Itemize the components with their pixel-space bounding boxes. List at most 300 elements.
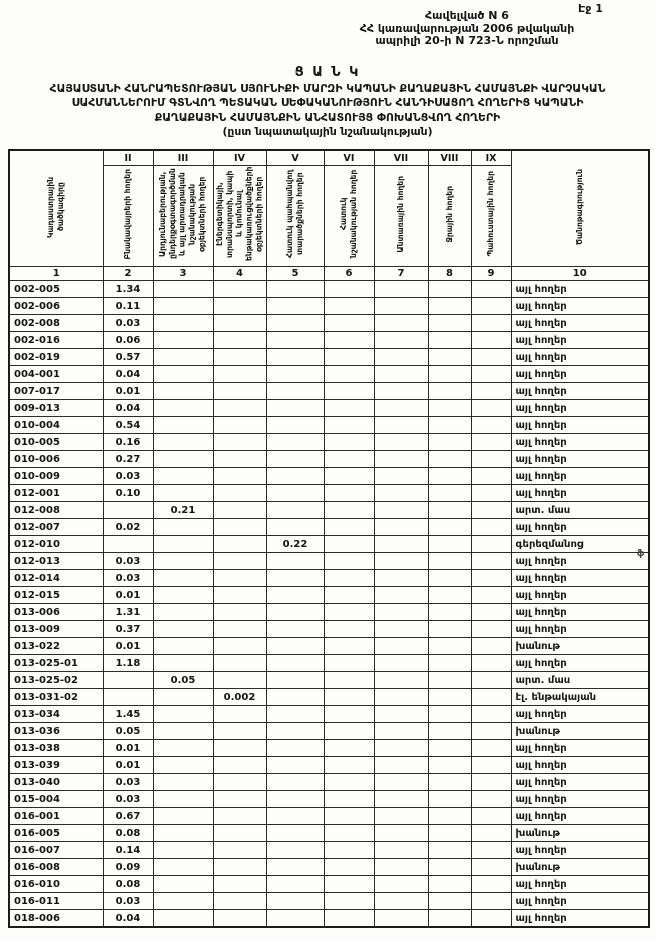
- area-value-cell: [428, 434, 471, 451]
- area-value-cell: [153, 315, 213, 332]
- area-value-cell: [266, 621, 324, 638]
- area-value-cell: [374, 638, 428, 655]
- area-value-cell: [153, 893, 213, 910]
- page-number: Էջ 1: [578, 2, 603, 15]
- area-value-cell: 0.05: [103, 723, 153, 740]
- area-value-cell: 0.01: [103, 757, 153, 774]
- table-row: [9, 281, 649, 298]
- area-value-cell: [428, 315, 471, 332]
- cadastral-code-cell: 013-009: [9, 621, 103, 638]
- cadastral-code-cell: 013-006: [9, 604, 103, 621]
- area-value-cell: [471, 468, 511, 485]
- note-cell: այլ հողեր: [511, 468, 649, 485]
- area-value-cell: [324, 434, 374, 451]
- cadastral-code-cell: 012-008: [9, 502, 103, 519]
- table-row: [9, 842, 649, 859]
- column-number: 8: [428, 267, 471, 281]
- area-value-cell: [324, 383, 374, 400]
- area-value-cell: [374, 570, 428, 587]
- area-value-cell: [374, 655, 428, 672]
- col-header-reserve-lands: Պահուստային հողեր: [471, 166, 511, 267]
- cadastral-code-cell: 013-039: [9, 757, 103, 774]
- area-value-cell: [103, 672, 153, 689]
- area-value-cell: [153, 383, 213, 400]
- table-row: [9, 791, 649, 808]
- area-value-cell: [324, 587, 374, 604]
- col-header-note: Ծանոթագրություն: [511, 150, 649, 267]
- note-cell: գերեզմանոց: [511, 536, 649, 553]
- column-number-row: [9, 267, 649, 281]
- area-value-cell: [266, 366, 324, 383]
- area-value-cell: 0.04: [103, 910, 153, 928]
- table-row: [9, 825, 649, 842]
- area-value-cell: [471, 536, 511, 553]
- area-value-cell: [374, 825, 428, 842]
- area-value-cell: [428, 553, 471, 570]
- cadastral-code-cell: 002-006: [9, 298, 103, 315]
- table-row: [9, 638, 649, 655]
- area-value-cell: [213, 757, 266, 774]
- area-value-cell: [471, 842, 511, 859]
- area-value-cell: [374, 910, 428, 928]
- area-value-cell: [471, 655, 511, 672]
- area-value-cell: [471, 689, 511, 706]
- area-value-cell: [324, 638, 374, 655]
- area-value-cell: [374, 485, 428, 502]
- area-value-cell: [266, 434, 324, 451]
- table-row: [9, 366, 649, 383]
- area-value-cell: [213, 740, 266, 757]
- area-value-cell: 0.09: [103, 859, 153, 876]
- table-row: [9, 808, 649, 825]
- area-value-cell: [471, 859, 511, 876]
- area-value-cell: [266, 485, 324, 502]
- area-value-cell: [324, 604, 374, 621]
- table-row: [9, 672, 649, 689]
- table-row: [9, 315, 649, 332]
- area-value-cell: [428, 417, 471, 434]
- area-value-cell: 1.18: [103, 655, 153, 672]
- area-value-cell: [324, 553, 374, 570]
- area-value-cell: 0.05: [153, 672, 213, 689]
- area-value-cell: [213, 468, 266, 485]
- cadastral-code-cell: 010-005: [9, 434, 103, 451]
- roman-numeral-row: [9, 150, 649, 166]
- area-value-cell: [374, 706, 428, 723]
- table-row: [9, 553, 649, 570]
- area-value-cell: 0.03: [103, 774, 153, 791]
- note-cell: այլ հողեր: [511, 400, 649, 417]
- col-header-industrial-lands: Արդյունաբերության, ընդերքօգտագործման և այլ արտադրական նշանակության օբյեկտների հողեր: [153, 166, 213, 267]
- area-value-cell: [428, 383, 471, 400]
- note-cell: այլ հողեր: [511, 434, 649, 451]
- area-value-cell: [428, 400, 471, 417]
- area-value-cell: [266, 519, 324, 536]
- note-cell: այլ հողեր: [511, 655, 649, 672]
- note-cell: այլ հողեր: [511, 621, 649, 638]
- area-value-cell: [213, 876, 266, 893]
- area-value-cell: [471, 281, 511, 298]
- note-cell: այլ հողեր: [511, 604, 649, 621]
- table-row: [9, 893, 649, 910]
- col-header-protected-lands: Հատուկ պահպանվող տարածքների հողեր: [266, 166, 324, 267]
- area-value-cell: [471, 434, 511, 451]
- area-value-cell: [324, 485, 374, 502]
- area-value-cell: [324, 621, 374, 638]
- column-number: 2: [103, 267, 153, 281]
- cadastral-code-cell: 013-025-01: [9, 655, 103, 672]
- area-value-cell: [428, 604, 471, 621]
- area-value-cell: [324, 689, 374, 706]
- area-value-cell: [213, 723, 266, 740]
- cadastral-code-cell: 015-004: [9, 791, 103, 808]
- col-header-cadastral-code: Կադաստրային ծածկագիրը: [9, 150, 103, 267]
- area-value-cell: [374, 332, 428, 349]
- area-value-cell: [153, 842, 213, 859]
- area-value-cell: [153, 349, 213, 366]
- area-value-cell: [374, 791, 428, 808]
- area-value-cell: [103, 689, 153, 706]
- area-value-cell: [374, 536, 428, 553]
- area-value-cell: [471, 570, 511, 587]
- cadastral-code-cell: 012-007: [9, 519, 103, 536]
- area-value-cell: [213, 672, 266, 689]
- cadastral-code-cell: 013-040: [9, 774, 103, 791]
- area-value-cell: 0.03: [103, 791, 153, 808]
- area-value-cell: [471, 587, 511, 604]
- area-value-cell: [213, 825, 266, 842]
- area-value-cell: [266, 842, 324, 859]
- area-value-cell: [471, 451, 511, 468]
- area-value-cell: [266, 417, 324, 434]
- area-value-cell: 0.21: [153, 502, 213, 519]
- area-value-cell: [153, 740, 213, 757]
- cadastral-code-cell: 002-016: [9, 332, 103, 349]
- area-value-cell: [428, 740, 471, 757]
- table-row: [9, 774, 649, 791]
- note-cell: էլ. ենթակայան: [511, 689, 649, 706]
- area-value-cell: [428, 757, 471, 774]
- area-value-cell: [266, 468, 324, 485]
- cadastral-code-cell: 012-010: [9, 536, 103, 553]
- note-cell: այլ հողեր: [511, 910, 649, 928]
- cadastral-code-cell: 004-001: [9, 366, 103, 383]
- area-value-cell: 1.34: [103, 281, 153, 298]
- area-value-cell: [471, 349, 511, 366]
- table-row: [9, 332, 649, 349]
- area-value-cell: [428, 774, 471, 791]
- roman-numeral: II: [103, 150, 153, 166]
- table-row: [9, 706, 649, 723]
- area-value-cell: [266, 451, 324, 468]
- area-value-cell: [428, 485, 471, 502]
- note-cell: այլ հողեր: [511, 366, 649, 383]
- note-cell: այլ հողեր: [511, 587, 649, 604]
- table-row: [9, 570, 649, 587]
- area-value-cell: [428, 468, 471, 485]
- area-value-cell: 0.37: [103, 621, 153, 638]
- area-value-cell: [374, 366, 428, 383]
- cadastral-code-cell: 012-014: [9, 570, 103, 587]
- note-cell: այլ հողեր: [511, 706, 649, 723]
- land-parcel-table: [8, 149, 650, 928]
- area-value-cell: [324, 672, 374, 689]
- table-row: [9, 689, 649, 706]
- cadastral-code-cell: 016-005: [9, 825, 103, 842]
- area-value-cell: [428, 723, 471, 740]
- area-value-cell: 0.04: [103, 366, 153, 383]
- area-value-cell: [153, 536, 213, 553]
- roman-numeral: V: [266, 150, 324, 166]
- table-row: [9, 757, 649, 774]
- area-value-cell: [153, 825, 213, 842]
- area-value-cell: [324, 706, 374, 723]
- area-value-cell: [374, 842, 428, 859]
- area-value-cell: [213, 587, 266, 604]
- document-subtitle: (ըստ նպատակային նշանակության): [222, 125, 433, 138]
- area-value-cell: [266, 791, 324, 808]
- area-value-cell: [428, 876, 471, 893]
- area-value-cell: [213, 638, 266, 655]
- area-value-cell: [153, 791, 213, 808]
- cadastral-code-cell: 012-001: [9, 485, 103, 502]
- heading-line: ՍԱՀՄԱՆՆԵՐՈՒՄ ԳՏՆՎՈՂ ՊԵՏԱԿԱՆ ՍԵՓԱԿԱՆՈՒԹՅՈՒՆ ՀԱՆԴԻՍԱՑՈՂ ՀՈՂԵՐԻՑ ԿԱՊԱՆԻ: [71, 96, 584, 109]
- area-value-cell: [266, 706, 324, 723]
- area-value-cell: [428, 825, 471, 842]
- area-value-cell: [374, 757, 428, 774]
- cadastral-code-cell: 007-017: [9, 383, 103, 400]
- area-value-cell: [266, 893, 324, 910]
- area-value-cell: [471, 774, 511, 791]
- area-value-cell: [213, 485, 266, 502]
- cadastral-code-cell: 016-008: [9, 859, 103, 876]
- area-value-cell: [428, 536, 471, 553]
- area-value-cell: [213, 417, 266, 434]
- area-value-cell: 0.03: [103, 570, 153, 587]
- area-value-cell: [213, 451, 266, 468]
- area-value-cell: [213, 400, 266, 417]
- column-number: 6: [324, 267, 374, 281]
- appendix-line: Հավելված N 6: [425, 9, 509, 22]
- note-cell: այլ հողեր: [511, 298, 649, 315]
- area-value-cell: [324, 893, 374, 910]
- area-value-cell: [471, 502, 511, 519]
- col-header-special-purpose-lands: Հատուկ նշանակության հողեր: [324, 166, 374, 267]
- area-value-cell: [324, 791, 374, 808]
- area-value-cell: [374, 893, 428, 910]
- area-value-cell: [374, 417, 428, 434]
- area-value-cell: [374, 859, 428, 876]
- cadastral-code-cell: 016-010: [9, 876, 103, 893]
- area-value-cell: [266, 315, 324, 332]
- appendix-reference: [317, 10, 617, 48]
- area-value-cell: [213, 366, 266, 383]
- area-value-cell: [324, 349, 374, 366]
- cadastral-code-cell: 010-004: [9, 417, 103, 434]
- area-value-cell: [153, 400, 213, 417]
- area-value-cell: [324, 842, 374, 859]
- area-value-cell: 0.67: [103, 808, 153, 825]
- area-value-cell: [428, 621, 471, 638]
- table-row: [9, 655, 649, 672]
- area-value-cell: [471, 723, 511, 740]
- area-value-cell: [213, 570, 266, 587]
- area-value-cell: [153, 859, 213, 876]
- note-cell: խանութ: [511, 723, 649, 740]
- area-value-cell: [153, 570, 213, 587]
- table-row: [9, 621, 649, 638]
- cadastral-code-cell: 002-019: [9, 349, 103, 366]
- cadastral-code-cell: 013-034: [9, 706, 103, 723]
- area-value-cell: [324, 859, 374, 876]
- area-value-cell: [428, 332, 471, 349]
- col-header-water-lands: Ջրային հողեր: [428, 166, 471, 267]
- area-value-cell: 0.03: [103, 553, 153, 570]
- area-value-cell: [266, 774, 324, 791]
- area-value-cell: [471, 757, 511, 774]
- area-value-cell: [266, 808, 324, 825]
- document-title: Ց Ա Ն Կ: [294, 64, 361, 80]
- appendix-line: ապրիլի 20-ի N 723-Ն որոշման: [375, 34, 559, 47]
- area-value-cell: [266, 349, 324, 366]
- area-value-cell: [471, 553, 511, 570]
- area-value-cell: [266, 757, 324, 774]
- note-cell: այլ հողեր: [511, 383, 649, 400]
- area-value-cell: [213, 859, 266, 876]
- note-cell: այլ հողեր: [511, 842, 649, 859]
- area-value-cell: [428, 791, 471, 808]
- note-cell: այլ հողեր: [511, 485, 649, 502]
- area-value-cell: [428, 281, 471, 298]
- area-value-cell: [153, 366, 213, 383]
- table-row: [9, 468, 649, 485]
- area-value-cell: [374, 672, 428, 689]
- area-value-cell: [374, 434, 428, 451]
- note-cell: այլ հողեր: [511, 349, 649, 366]
- area-value-cell: [428, 451, 471, 468]
- area-value-cell: [324, 332, 374, 349]
- area-value-cell: [428, 349, 471, 366]
- area-value-cell: 0.03: [103, 468, 153, 485]
- area-value-cell: [103, 536, 153, 553]
- area-value-cell: [374, 774, 428, 791]
- area-value-cell: [213, 383, 266, 400]
- area-value-cell: [213, 910, 266, 928]
- area-value-cell: [428, 893, 471, 910]
- area-value-cell: [153, 468, 213, 485]
- note-cell: խանութ: [511, 825, 649, 842]
- note-cell: այլ հողեր: [511, 332, 649, 349]
- note-cell: այլ հողեր: [511, 451, 649, 468]
- area-value-cell: [471, 519, 511, 536]
- note-cell: այլ հողեր: [511, 519, 649, 536]
- note-cell: այլ հողեր: [511, 281, 649, 298]
- area-value-cell: [471, 485, 511, 502]
- area-value-cell: [213, 332, 266, 349]
- area-value-cell: [374, 740, 428, 757]
- area-value-cell: [213, 349, 266, 366]
- area-value-cell: [266, 553, 324, 570]
- area-value-cell: 0.14: [103, 842, 153, 859]
- area-value-cell: [428, 859, 471, 876]
- area-value-cell: [374, 553, 428, 570]
- area-value-cell: [266, 298, 324, 315]
- area-value-cell: [324, 451, 374, 468]
- area-value-cell: [471, 740, 511, 757]
- area-value-cell: [374, 281, 428, 298]
- table-row: [9, 723, 649, 740]
- area-value-cell: [153, 638, 213, 655]
- area-value-cell: [153, 587, 213, 604]
- area-value-cell: [428, 655, 471, 672]
- area-value-cell: 0.01: [103, 587, 153, 604]
- cadastral-code-cell: 013-031-02: [9, 689, 103, 706]
- area-value-cell: [153, 281, 213, 298]
- column-number: 1: [9, 267, 103, 281]
- heading-line: ՔԱՂԱՔԱՅԻՆ ՀԱՄԱՅՆՔԻՆ ԱՆՀԱՏՈՒՅՑ ՓՈԽԱՆՑՎՈՂ ՀՈՂԵՐԻ: [154, 110, 501, 124]
- area-value-cell: [324, 298, 374, 315]
- area-value-cell: [471, 417, 511, 434]
- area-value-cell: [153, 689, 213, 706]
- area-value-cell: [471, 400, 511, 417]
- area-value-cell: [324, 740, 374, 757]
- area-value-cell: [266, 910, 324, 928]
- note-cell: այլ հողեր: [511, 791, 649, 808]
- area-value-cell: [374, 468, 428, 485]
- area-value-cell: [153, 332, 213, 349]
- area-value-cell: [153, 808, 213, 825]
- note-cell: այլ հողեր: [511, 740, 649, 757]
- cadastral-code-cell: 016-011: [9, 893, 103, 910]
- area-value-cell: [266, 332, 324, 349]
- cadastral-code-cell: 010-009: [9, 468, 103, 485]
- area-value-cell: [324, 366, 374, 383]
- area-value-cell: [153, 655, 213, 672]
- area-value-cell: [266, 638, 324, 655]
- area-value-cell: [428, 502, 471, 519]
- area-value-cell: [471, 706, 511, 723]
- area-value-cell: [374, 689, 428, 706]
- note-cell: այլ հողեր: [511, 315, 649, 332]
- area-value-cell: [374, 808, 428, 825]
- area-value-cell: [153, 604, 213, 621]
- area-value-cell: [153, 723, 213, 740]
- area-value-cell: [471, 604, 511, 621]
- area-value-cell: [213, 519, 266, 536]
- cadastral-code-cell: 013-022: [9, 638, 103, 655]
- area-value-cell: [374, 723, 428, 740]
- area-value-cell: [213, 434, 266, 451]
- area-value-cell: [374, 604, 428, 621]
- area-value-cell: [428, 706, 471, 723]
- area-value-cell: [428, 842, 471, 859]
- area-value-cell: [428, 638, 471, 655]
- area-value-cell: [213, 893, 266, 910]
- table-row: [9, 536, 649, 553]
- area-value-cell: [324, 655, 374, 672]
- document-heading: [0, 82, 655, 126]
- area-value-cell: [153, 485, 213, 502]
- area-value-cell: [324, 281, 374, 298]
- table-row: [9, 859, 649, 876]
- area-value-cell: [213, 774, 266, 791]
- note-cell: այլ հողեր: [511, 553, 649, 570]
- area-value-cell: [471, 621, 511, 638]
- area-value-cell: [153, 774, 213, 791]
- table-row: [9, 383, 649, 400]
- area-value-cell: [471, 876, 511, 893]
- area-value-cell: 0.002: [213, 689, 266, 706]
